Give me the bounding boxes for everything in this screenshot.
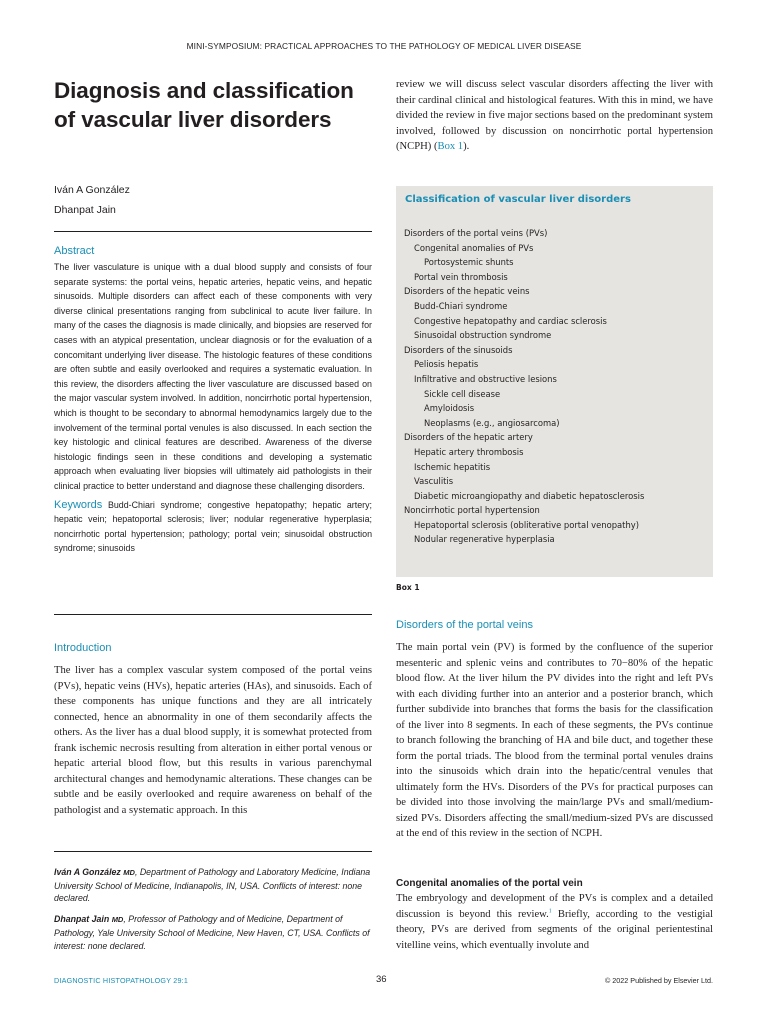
- congenital-heading: Congenital anomalies of the portal vein: [396, 878, 583, 889]
- classification-item: Amyloidosis: [424, 403, 475, 414]
- portal-veins-heading: Disorders of the portal veins: [396, 619, 533, 631]
- classification-item: Congestive hepatopathy and cardiac sclerosis: [414, 315, 607, 326]
- affiliation: Iván A González MD, Department of Pathology and Laboratory Medicine, Indiana University School of Medicine, Indianapolis, IN, USA. Conflicts of interest: none declared.: [54, 867, 371, 904]
- classification-item: Disorders of the hepatic artery: [404, 432, 533, 443]
- classification-item: Portosystemic shunts: [424, 257, 514, 268]
- keywords: [54, 498, 372, 556]
- classification-item: Sickle cell disease: [424, 388, 501, 399]
- classification-item: Hepatoportal sclerosis (obliterative portal venopathy): [414, 519, 639, 530]
- keywords-label: Keywords: [54, 498, 103, 511]
- abstract-section: [54, 244, 372, 556]
- affiliations: [54, 866, 372, 960]
- classification-item: Ischemic hepatitis: [414, 461, 491, 472]
- author-name: Dhanpat Jain: [54, 204, 116, 216]
- congenital-text: The embryology and development of the PVs is complex and a detailed discussion is beyond this review.$^1$ Briefly, according to the vestigial theory, PVs are derived from segments of the original perientestinal vitelline veins, which eventually involute and: [396, 893, 713, 951]
- classification-box: [396, 186, 713, 577]
- footer-journal: DIAGNOSTIC HISTOPATHOLOGY 29:1: [54, 976, 189, 985]
- divider: [54, 231, 372, 232]
- box-label: Box 1: [396, 583, 420, 592]
- article-title: Diagnosis and classification of vascular liver disorders: [54, 78, 354, 132]
- abstract-text: The liver vasculature is unique with a dual blood supply and consists of four separate systems: the portal veins, hepatic arteries, hepatic veins, and hepatic sinusoids. Multiple disorders can affect each of these components with very diverse clinical presentations ranging from subclinical to acute liver failure. In many of the cases the diagnosis is made clinically, and biopsies are reserved for cases with an atypical presentation, unclear diagnosis or for the evaluation of a concomitant underlying liver disease. The histologic features of these conditions are often subtle and easily overlooked and requires a systematic evaluation. In this review, the disorders affecting the liver vasculature are discussed based on the major vascular system involved. In addition, noncirrhotic portal hypertension, which is thought to be secondary to abnormal hemodynamics largely due to the involvement of the terminal portal venules is also discussed. In each section the key histologic and clinical features are described. Awareness of the diverse histologic findings seen in these conditions and developing a systematic approach when evaluating liver biopsies will ultimately aid pathologists in their clinical practice to better understand and diagnose these challenging disorders.: [54, 262, 372, 491]
- classification-item: Disorders of the sinusoids: [404, 344, 513, 355]
- classification-item: Sinusoidal obstruction syndrome: [414, 330, 552, 341]
- introduction-text: The liver has a complex vascular system composed of the portal veins (PVs), hepatic veins (HVs), hepatic arteries (HAs), and sinusoids. Each of these components has unique functions and they are all intricately connected, hence an abnormality in one of them secondarily affects the others. As the liver has a dual blood supply, it is somewhat protected from frank ischemic necrosis resulting from alteration in either portal venous or hepatic arterial blood flow, but this results in various parenchymal architectural changes and hemodynamic alterations. These changes can be subtle and be easily overlooked and require awareness on behalf of the pathologist and a systematic approach. In this: [54, 665, 372, 816]
- author-name: Iván A González: [54, 184, 130, 196]
- classification-item: Peliosis hepatis: [414, 359, 479, 370]
- classification-item: Noncirrhotic portal hypertension: [404, 505, 540, 516]
- classification-item: Budd-Chiari syndrome: [414, 300, 508, 311]
- divider: [54, 851, 372, 852]
- divider: [54, 614, 372, 615]
- classification-item: Infiltrative and obstructive lesions: [414, 373, 557, 384]
- author-list: [54, 180, 372, 220]
- affiliation: Dhanpat Jain MD, Professor of Pathology and of Medicine, Department of Pathology, Yale University School of Medicine, New Haven, CT, USA. Conflicts of interest: none declared.: [54, 914, 370, 951]
- page-number: 36: [376, 974, 387, 985]
- review-continuation: review we will discuss select vascular disorders affecting the liver with their cardinal clinical and histological features. With this in mind, we have divided the review in five major sections based on the predominant system involved, followed by discussion on noncirrhotic portal hypertension (NCPH) (Box 1).: [396, 79, 713, 152]
- abstract-heading: Abstract: [54, 245, 95, 257]
- classification-item: Disorders of the portal veins (PVs): [404, 228, 548, 238]
- footer-copyright: © 2022 Published by Elsevier Ltd.: [605, 976, 713, 985]
- introduction-heading: Introduction: [54, 642, 112, 654]
- running-head: MINI-SYMPOSIUM: PRACTICAL APPROACHES TO THE PATHOLOGY OF MEDICAL LIVER DISEASE: [186, 41, 582, 51]
- classification-item: Hepatic artery thrombosis: [414, 446, 524, 457]
- classification-list: [404, 226, 644, 547]
- classification-item: Diabetic microangiopathy and diabetic hepatosclerosis: [414, 490, 645, 501]
- classification-item: Congenital anomalies of PVs: [414, 242, 534, 253]
- box-link[interactable]: Box 1: [437, 141, 464, 152]
- classification-item: Portal vein thrombosis: [414, 271, 508, 282]
- box-title: Classification of vascular liver disorders: [405, 194, 631, 205]
- introduction-section: [54, 641, 372, 818]
- portal-veins-text: The main portal vein (PV) is formed by the confluence of the superior mesenteric and splenic veins and contributes to 70−80% of the hepatic blood flow. At the liver hilum the PV divides into the right and left PVs with each dividing further into an anterior and a posterior branch, which further subdivide into branches that forms the basis for the classification of the liver into 8 segments. In each of these segments, the PVs continue to branch following the branching of HA and bile duct, and together these form the portal triads. The blood from the terminal portal venules drains into the sinusoids which drain into the hepatic/central venules that ultimately form the HVs. Disorders of the PVs for practical purposes can be divided into those involving the main/large PVs and small/medium-sized PVs. Disorders affecting the small/medium-sized PVs are discussed at the end of this review in the section of NCPH.: [396, 642, 713, 839]
- classification-item: Neoplasms (e.g., angiosarcoma): [424, 417, 560, 428]
- classification-item: Nodular regenerative hyperplasia: [414, 534, 555, 545]
- congenital-section: [396, 876, 713, 953]
- keywords-text: Budd-Chiari syndrome; congestive hepatopathy; hepatic artery; hepatic vein; hepatoportal sclerosis; liver; nodular regenerative hyperplasia; noncirrhotic portal hypertension; pathology; portal vein; sinusoidal obstruction syndrome; sinusoids: [54, 499, 372, 554]
- classification-item: Vasculitis: [414, 476, 454, 487]
- reference-link[interactable]: 1: [548, 907, 552, 914]
- classification-item: Disorders of the hepatic veins: [404, 286, 530, 297]
